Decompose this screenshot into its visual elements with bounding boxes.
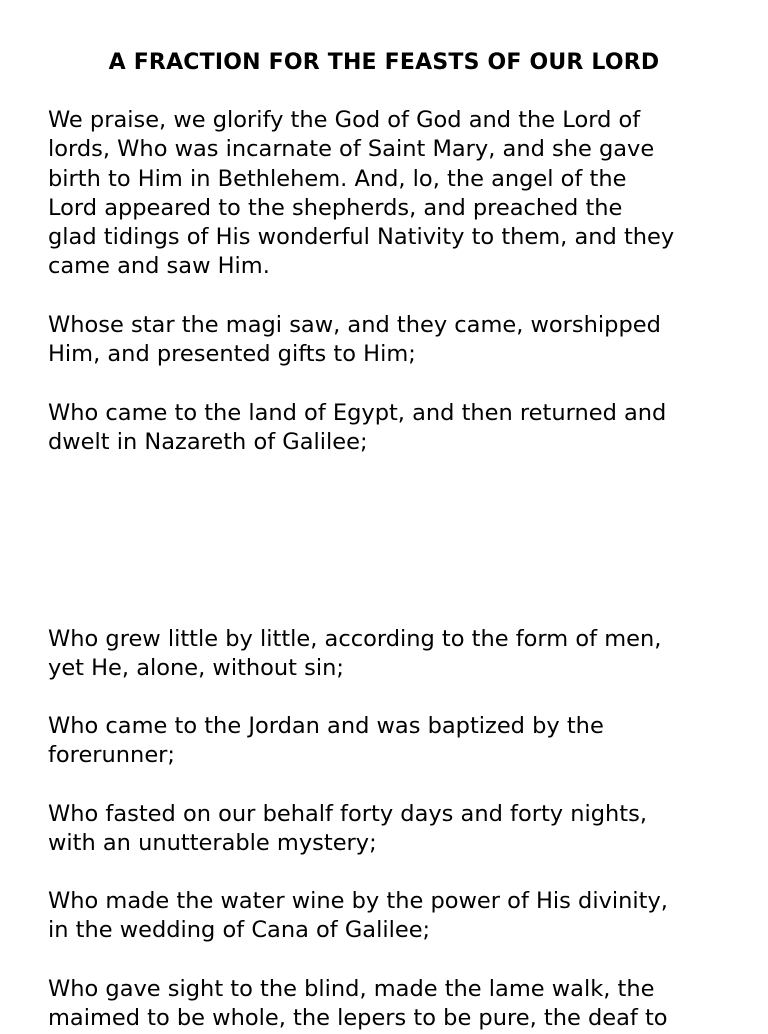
text-line: Who came to the land of Egypt, and then returned and	[48, 400, 667, 426]
paragraph-4	[48, 625, 728, 684]
text-line: came and saw Him.	[48, 253, 270, 280]
paragraph-5	[48, 712, 728, 771]
paragraph-6	[48, 800, 728, 859]
text-line: Who came to the Jordan and was baptized by the	[48, 713, 604, 739]
paragraph-2	[48, 311, 728, 370]
text-line: forerunner;	[48, 742, 175, 769]
text-line: dwelt in Nazareth of Galilee;	[48, 429, 368, 456]
text-line: Who gave sight to the blind, made the lame walk, the	[48, 976, 655, 1002]
text-line: yet He, alone, without sin;	[48, 655, 344, 682]
text-line: We praise, we glorify the God of God and the Lord of	[48, 107, 641, 133]
text-line: glad tidings of His wonderful Nativity to them, and they	[48, 224, 675, 251]
text-line: Lord appeared to the shepherds, and preached the	[48, 194, 623, 221]
page-title: A FRACTION FOR THE FEASTS OF OUR LORD	[108, 50, 660, 75]
text-line: Whose star the magi saw, and they came, worshipped	[48, 312, 661, 338]
text-line: birth to Him in Bethlehem. And, lo, the angel of the	[48, 165, 627, 192]
paragraph-7	[48, 887, 728, 946]
paragraph-3	[48, 399, 728, 458]
paragraph-1	[48, 106, 728, 282]
text-line: in the wedding of Cana of Galilee;	[48, 917, 431, 944]
text-line: Who fasted on our behalf forty days and forty nights,	[48, 801, 648, 827]
text-line: lords, Who was incarnate of Saint Mary, and she gave	[48, 136, 655, 163]
paragraph-8	[48, 975, 728, 1034]
text-line: Him, and presented gifts to Him;	[48, 341, 416, 368]
text-line: maimed to be whole, the lepers to be pure, the deaf to	[48, 1005, 668, 1032]
text-line: Who made the water wine by the power of His divinity,	[48, 888, 668, 914]
text-line: with an unutterable mystery;	[48, 830, 377, 857]
text-line: Who grew little by little, according to the form of men,	[48, 626, 662, 652]
